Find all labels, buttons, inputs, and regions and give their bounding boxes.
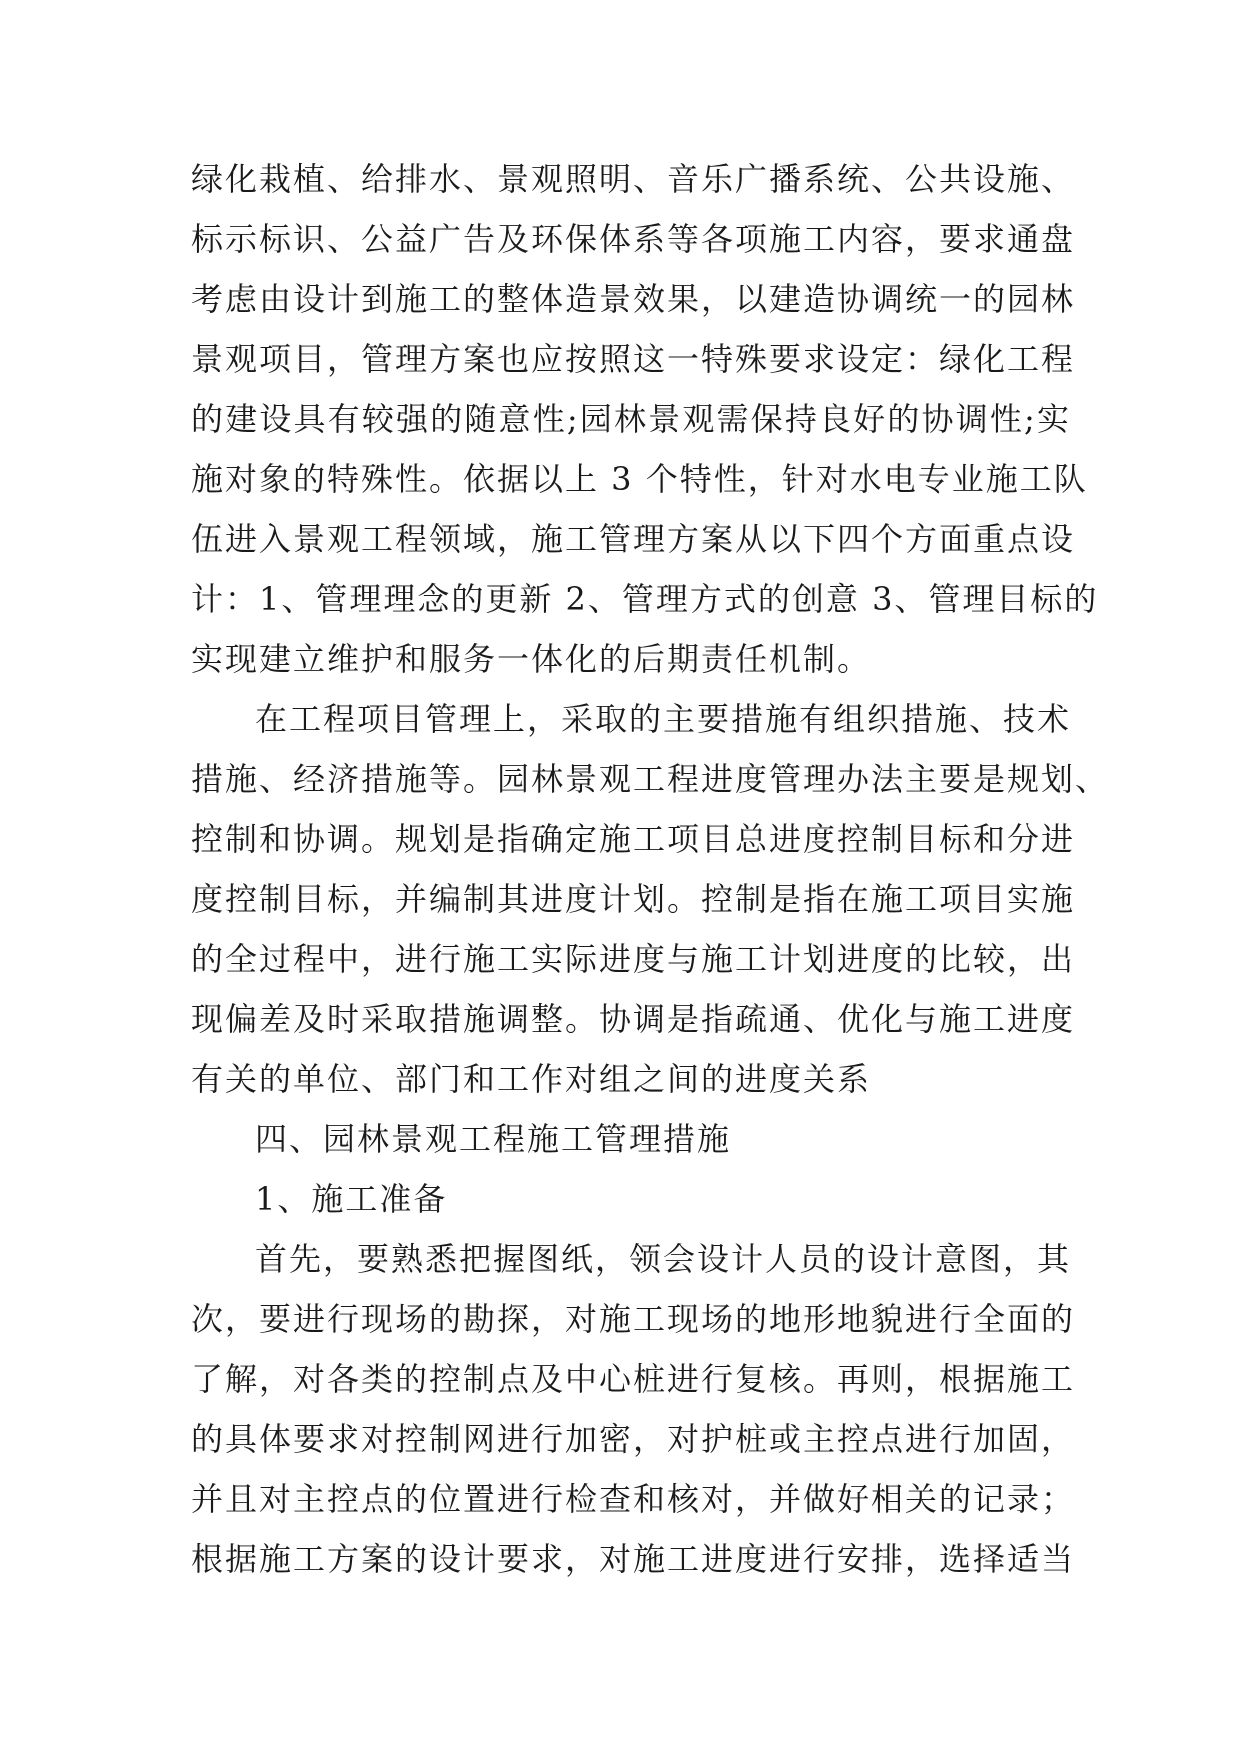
text-line: 次，要进行现场的勘探，对施工现场的地形地貌进行全面的 [191,1300,1076,1338]
text-line: 措施、经济措施等。园林景观工程进度管理办法主要是规划、 [191,760,1110,798]
text-line: 景观项目，管理方案也应按照这一特殊要求设定：绿化工程 [191,340,1076,378]
text-line: 根据施工方案的设计要求，对施工进度进行安排，选择适当 [191,1540,1076,1578]
text-line: 计：1、管理理念的更新 2、管理方式的创意 3、管理目标的 [191,580,1099,618]
paragraph-first-line: 首先，要熟悉把握图纸，领会设计人员的设计意图，其 [255,1240,1072,1278]
text-line: 标示标识、公益广告及环保体系等各项施工内容，要求通盘 [191,220,1076,258]
section-heading: 四、园林景观工程施工管理措施 [255,1120,732,1158]
text-line: 的建设具有较强的随意性;园林景观需保持良好的协调性;实 [191,400,1071,438]
text-line: 了解，对各类的控制点及中心桩进行复核。再则，根据施工 [191,1360,1076,1398]
text-line: 现偏差及时采取措施调整。协调是指疏通、优化与施工进度 [191,1000,1076,1038]
text-line: 伍进入景观工程领域，施工管理方案从以下四个方面重点设 [191,520,1076,558]
text-line: 有关的单位、部门和工作对组之间的进度关系 [191,1060,872,1098]
text-line: 施对象的特殊性。依据以上 3 个特性，针对水电专业施工队 [191,460,1088,498]
paragraph-first-line: 在工程项目管理上，采取的主要措施有组织措施、技术 [255,700,1072,738]
text-line: 实现建立维护和服务一体化的后期责任机制。 [191,640,872,678]
text-line: 的全过程中，进行施工实际进度与施工计划进度的比较，出 [191,940,1076,978]
text-line: 并且对主控点的位置进行检查和核对，并做好相关的记录； [191,1480,1076,1518]
text-line: 度控制目标，并编制其进度计划。控制是指在施工项目实施 [191,880,1076,918]
text-line: 绿化栽植、给排水、景观照明、音乐广播系统、公共设施、 [191,160,1076,198]
text-line: 考虑由设计到施工的整体造景效果，以建造协调统一的园林 [191,280,1076,318]
subsection-heading: 1、施工准备 [255,1180,448,1218]
text-line: 的具体要求对控制网进行加密，对护桩或主控点进行加固， [191,1420,1076,1458]
text-line: 控制和协调。规划是指确定施工项目总进度控制目标和分进 [191,820,1076,858]
